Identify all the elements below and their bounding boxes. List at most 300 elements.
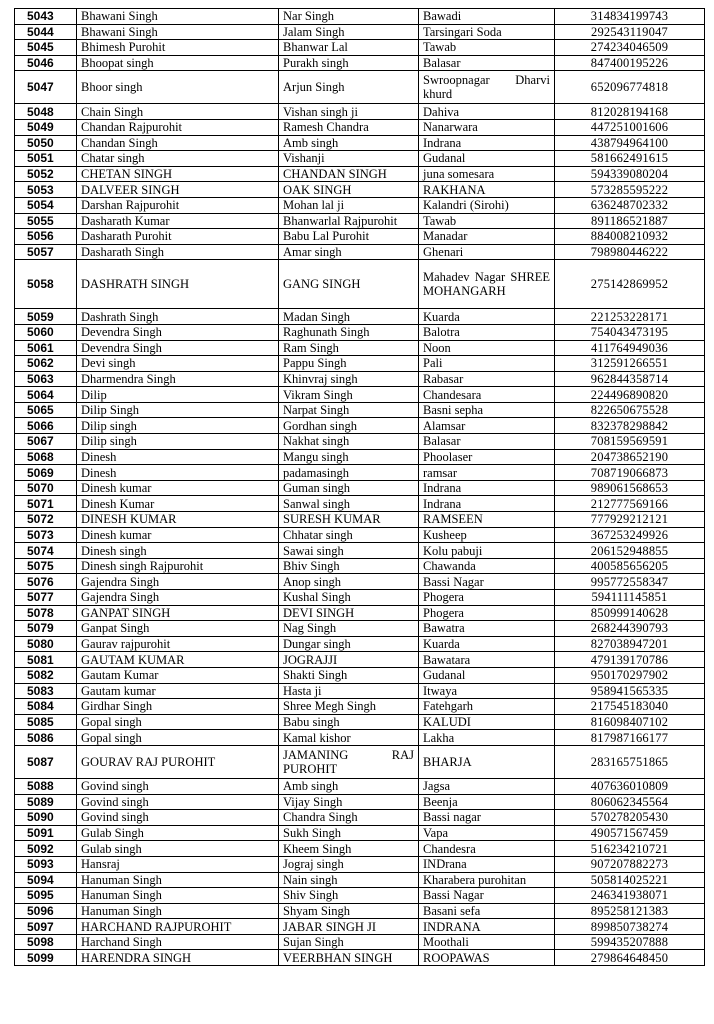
table-row xyxy=(15,402,705,418)
id-number-cell: 708159569591 xyxy=(555,434,705,450)
row-number-cell: 5052 xyxy=(15,166,77,182)
father-name-cell: Vijay Singh xyxy=(279,794,419,810)
id-number-cell: 989061568653 xyxy=(555,480,705,496)
id-number-cell: 516234210721 xyxy=(555,841,705,857)
father-name-cell: Dungar singh xyxy=(279,636,419,652)
father-name-cell: CHANDAN SINGH xyxy=(279,166,419,182)
village-name-cell: Phoolaser xyxy=(419,449,555,465)
person-name-cell: Dasharath Purohit xyxy=(77,229,279,245)
person-name-cell: Gulab singh xyxy=(77,841,279,857)
id-number-cell: 283165751865 xyxy=(555,745,705,778)
row-number-cell: 5065 xyxy=(15,402,77,418)
id-number-cell: 895258121383 xyxy=(555,903,705,919)
village-name-cell: Bassi Nagar xyxy=(419,888,555,904)
row-number-cell: 5056 xyxy=(15,229,77,245)
person-name-cell: Devendra Singh xyxy=(77,340,279,356)
row-number-cell: 5049 xyxy=(15,119,77,135)
person-name-cell: Hansraj xyxy=(77,856,279,872)
id-number-cell: 581662491615 xyxy=(555,151,705,167)
father-name-cell: Mohan lal ji xyxy=(279,197,419,213)
village-name-cell: Bassi nagar xyxy=(419,810,555,826)
father-name-cell: Vishanji xyxy=(279,151,419,167)
person-name-cell: Bhawani Singh xyxy=(77,24,279,40)
father-name-cell: Narpat Singh xyxy=(279,402,419,418)
village-name-cell: Chandesra xyxy=(419,841,555,857)
father-name-cell: Vishan singh ji xyxy=(279,104,419,120)
village-name-cell: Indrana xyxy=(419,480,555,496)
father-name-cell: Ramesh Chandra xyxy=(279,119,419,135)
person-name-cell: Gopal singh xyxy=(77,730,279,746)
person-name-cell: Girdhar Singh xyxy=(77,699,279,715)
row-number-cell: 5064 xyxy=(15,387,77,403)
village-name-cell: Fatehgarh xyxy=(419,699,555,715)
row-number-cell: 5092 xyxy=(15,841,77,857)
id-number-cell: 479139170786 xyxy=(555,652,705,668)
person-name-cell: Gulab Singh xyxy=(77,825,279,841)
table-row xyxy=(15,496,705,512)
table-row xyxy=(15,903,705,919)
id-number-cell: 221253228171 xyxy=(555,309,705,325)
row-number-cell: 5094 xyxy=(15,872,77,888)
village-name-cell: Gudanal xyxy=(419,151,555,167)
id-number-cell: 798980446222 xyxy=(555,244,705,260)
village-name-cell: Beenja xyxy=(419,794,555,810)
person-name-cell: Hanuman Singh xyxy=(77,872,279,888)
table-row xyxy=(15,667,705,683)
village-name-cell: Vapa xyxy=(419,825,555,841)
father-name-cell: Gordhan singh xyxy=(279,418,419,434)
person-name-cell: Gajendra Singh xyxy=(77,590,279,606)
table-row xyxy=(15,449,705,465)
father-name-cell: Nar Singh xyxy=(279,9,419,25)
village-name-cell: KALUDI xyxy=(419,714,555,730)
father-name-cell: DEVI SINGH xyxy=(279,605,419,621)
row-number-cell: 5082 xyxy=(15,667,77,683)
village-name-cell: Ghenari xyxy=(419,244,555,260)
person-name-cell: Dinesh kumar xyxy=(77,527,279,543)
row-number-cell: 5084 xyxy=(15,699,77,715)
person-name-cell: Dharmendra Singh xyxy=(77,371,279,387)
row-number-cell: 5087 xyxy=(15,745,77,778)
id-number-cell: 850999140628 xyxy=(555,605,705,621)
table-row xyxy=(15,872,705,888)
person-name-cell: DASHRATH SINGH xyxy=(77,260,279,309)
village-name-cell: juna somesara xyxy=(419,166,555,182)
village-name-cell: Bassi Nagar xyxy=(419,574,555,590)
row-number-cell: 5089 xyxy=(15,794,77,810)
row-number-cell: 5078 xyxy=(15,605,77,621)
id-number-cell: 777929212121 xyxy=(555,512,705,528)
village-name-cell: Kuarda xyxy=(419,636,555,652)
table-row xyxy=(15,543,705,559)
village-name-cell: Bawatara xyxy=(419,652,555,668)
father-name-cell: OAK SINGH xyxy=(279,182,419,198)
table-row xyxy=(15,590,705,606)
person-name-cell: Dashrath Singh xyxy=(77,309,279,325)
id-number-cell: 570278205430 xyxy=(555,810,705,826)
id-number-cell: 594111145851 xyxy=(555,590,705,606)
table-row xyxy=(15,434,705,450)
village-name-cell: Kolu pabuji xyxy=(419,543,555,559)
row-number-cell: 5074 xyxy=(15,543,77,559)
table-row xyxy=(15,55,705,71)
id-number-cell: 884008210932 xyxy=(555,229,705,245)
village-name-cell: Balotra xyxy=(419,324,555,340)
village-name-cell: Chandesara xyxy=(419,387,555,403)
id-number-cell: 407636010809 xyxy=(555,778,705,794)
person-name-cell: Harchand Singh xyxy=(77,934,279,950)
row-number-cell: 5073 xyxy=(15,527,77,543)
table-row xyxy=(15,166,705,182)
person-name-cell: Govind singh xyxy=(77,810,279,826)
person-name-cell: GANPAT SINGH xyxy=(77,605,279,621)
table-row xyxy=(15,356,705,372)
id-number-cell: 411764949036 xyxy=(555,340,705,356)
row-number-cell: 5055 xyxy=(15,213,77,229)
table-row xyxy=(15,652,705,668)
table-row xyxy=(15,324,705,340)
father-name-cell: Anop singh xyxy=(279,574,419,590)
father-name-cell: Shree Megh Singh xyxy=(279,699,419,715)
id-number-cell: 812028194168 xyxy=(555,104,705,120)
row-number-cell: 5059 xyxy=(15,309,77,325)
father-name-cell: Shiv Singh xyxy=(279,888,419,904)
id-number-cell: 636248702332 xyxy=(555,197,705,213)
table-row xyxy=(15,527,705,543)
village-name-cell: ROOPAWAS xyxy=(419,950,555,966)
person-name-cell: Hanuman Singh xyxy=(77,903,279,919)
id-number-cell: 274234046509 xyxy=(555,40,705,56)
person-name-cell: Gaurav rajpurohit xyxy=(77,636,279,652)
records-table-body xyxy=(15,9,705,966)
row-number-cell: 5047 xyxy=(15,71,77,104)
village-name-cell: Kusheep xyxy=(419,527,555,543)
row-number-cell: 5086 xyxy=(15,730,77,746)
father-name-cell: Babu singh xyxy=(279,714,419,730)
person-name-cell: Govind singh xyxy=(77,778,279,794)
village-name-cell: Balasar xyxy=(419,434,555,450)
father-name-cell: VEERBHAN SINGH xyxy=(279,950,419,966)
id-number-cell: 206152948855 xyxy=(555,543,705,559)
table-row xyxy=(15,9,705,25)
father-name-cell: SURESH KUMAR xyxy=(279,512,419,528)
row-number-cell: 5046 xyxy=(15,55,77,71)
table-row xyxy=(15,888,705,904)
id-number-cell: 438794964100 xyxy=(555,135,705,151)
id-number-cell: 204738652190 xyxy=(555,449,705,465)
village-name-cell: Swroopnagar Dharvi khurd xyxy=(419,71,555,104)
person-name-cell: Dasharath Singh xyxy=(77,244,279,260)
father-name-cell: JAMANING RAJ PUROHIT xyxy=(279,745,419,778)
father-name-cell: Bhanwarlal Rajpurohit xyxy=(279,213,419,229)
person-name-cell: Dinesh singh Rajpurohit xyxy=(77,558,279,574)
person-name-cell: Govind singh xyxy=(77,794,279,810)
table-row xyxy=(15,934,705,950)
village-name-cell: Gudanal xyxy=(419,667,555,683)
village-name-cell: Kharabera purohitan xyxy=(419,872,555,888)
row-number-cell: 5075 xyxy=(15,558,77,574)
id-number-cell: 708719066873 xyxy=(555,465,705,481)
row-number-cell: 5066 xyxy=(15,418,77,434)
id-number-cell: 275142869952 xyxy=(555,260,705,309)
father-name-cell: Sukh Singh xyxy=(279,825,419,841)
id-number-cell: 268244390793 xyxy=(555,621,705,637)
father-name-cell: Hasta ji xyxy=(279,683,419,699)
village-name-cell: Pali xyxy=(419,356,555,372)
id-number-cell: 822650675528 xyxy=(555,402,705,418)
id-number-cell: 891186521887 xyxy=(555,213,705,229)
person-name-cell: Chandan Rajpurohit xyxy=(77,119,279,135)
father-name-cell: Kamal kishor xyxy=(279,730,419,746)
village-name-cell: RAMSEEN xyxy=(419,512,555,528)
row-number-cell: 5063 xyxy=(15,371,77,387)
table-row xyxy=(15,371,705,387)
row-number-cell: 5060 xyxy=(15,324,77,340)
person-name-cell: Bhawani Singh xyxy=(77,9,279,25)
id-number-cell: 217545183040 xyxy=(555,699,705,715)
father-name-cell: Madan Singh xyxy=(279,309,419,325)
father-name-cell: JABAR SINGH JI xyxy=(279,919,419,935)
father-name-cell: Ram Singh xyxy=(279,340,419,356)
id-number-cell: 827038947201 xyxy=(555,636,705,652)
row-number-cell: 5076 xyxy=(15,574,77,590)
row-number-cell: 5051 xyxy=(15,151,77,167)
village-name-cell: Tarsingari Soda xyxy=(419,24,555,40)
person-name-cell: DINESH KUMAR xyxy=(77,512,279,528)
records-table xyxy=(14,8,705,966)
row-number-cell: 5077 xyxy=(15,590,77,606)
father-name-cell: Kheem Singh xyxy=(279,841,419,857)
father-name-cell: Purakh singh xyxy=(279,55,419,71)
table-row xyxy=(15,24,705,40)
village-name-cell: Moothali xyxy=(419,934,555,950)
father-name-cell: Amar singh xyxy=(279,244,419,260)
village-name-cell: Chawanda xyxy=(419,558,555,574)
row-number-cell: 5061 xyxy=(15,340,77,356)
id-number-cell: 292543119047 xyxy=(555,24,705,40)
table-row xyxy=(15,387,705,403)
row-number-cell: 5079 xyxy=(15,621,77,637)
village-name-cell: Kalandri (Sirohi) xyxy=(419,197,555,213)
village-name-cell: Lakha xyxy=(419,730,555,746)
table-row xyxy=(15,197,705,213)
person-name-cell: Dinesh kumar xyxy=(77,480,279,496)
id-number-cell: 816098407102 xyxy=(555,714,705,730)
village-name-cell: Bawadi xyxy=(419,9,555,25)
row-number-cell: 5070 xyxy=(15,480,77,496)
village-name-cell: Manadar xyxy=(419,229,555,245)
id-number-cell: 958941565335 xyxy=(555,683,705,699)
person-name-cell: Ganpat Singh xyxy=(77,621,279,637)
father-name-cell: Sanwal singh xyxy=(279,496,419,512)
table-row xyxy=(15,636,705,652)
table-row xyxy=(15,950,705,966)
id-number-cell: 599435207888 xyxy=(555,934,705,950)
row-number-cell: 5083 xyxy=(15,683,77,699)
row-number-cell: 5062 xyxy=(15,356,77,372)
father-name-cell: Jalam Singh xyxy=(279,24,419,40)
row-number-cell: 5068 xyxy=(15,449,77,465)
person-name-cell: Bhoor singh xyxy=(77,71,279,104)
table-row xyxy=(15,699,705,715)
person-name-cell: Dilip xyxy=(77,387,279,403)
id-number-cell: 899850738274 xyxy=(555,919,705,935)
id-number-cell: 962844358714 xyxy=(555,371,705,387)
row-number-cell: 5044 xyxy=(15,24,77,40)
person-name-cell: Dilip singh xyxy=(77,434,279,450)
row-number-cell: 5096 xyxy=(15,903,77,919)
id-number-cell: 400585656205 xyxy=(555,558,705,574)
id-number-cell: 490571567459 xyxy=(555,825,705,841)
father-name-cell: Chandra Singh xyxy=(279,810,419,826)
person-name-cell: Gautam Kumar xyxy=(77,667,279,683)
village-name-cell: BHARJA xyxy=(419,745,555,778)
table-row xyxy=(15,605,705,621)
id-number-cell: 995772558347 xyxy=(555,574,705,590)
table-row xyxy=(15,213,705,229)
father-name-cell: Guman singh xyxy=(279,480,419,496)
village-name-cell: Tawab xyxy=(419,213,555,229)
person-name-cell: HARENDRA SINGH xyxy=(77,950,279,966)
row-number-cell: 5090 xyxy=(15,810,77,826)
table-row xyxy=(15,512,705,528)
father-name-cell: Nakhat singh xyxy=(279,434,419,450)
row-number-cell: 5095 xyxy=(15,888,77,904)
table-row xyxy=(15,480,705,496)
father-name-cell: Jograj singh xyxy=(279,856,419,872)
table-row xyxy=(15,825,705,841)
village-name-cell: Bawatra xyxy=(419,621,555,637)
village-name-cell: Mahadev Nagar SHREE MOHANGARH xyxy=(419,260,555,309)
row-number-cell: 5072 xyxy=(15,512,77,528)
id-number-cell: 505814025221 xyxy=(555,872,705,888)
table-row xyxy=(15,71,705,104)
person-name-cell: Devendra Singh xyxy=(77,324,279,340)
father-name-cell: Shakti Singh xyxy=(279,667,419,683)
person-name-cell: CHETAN SINGH xyxy=(77,166,279,182)
person-name-cell: GAUTAM KUMAR xyxy=(77,652,279,668)
person-name-cell: HARCHAND RAJPUROHIT xyxy=(77,919,279,935)
row-number-cell: 5057 xyxy=(15,244,77,260)
row-number-cell: 5048 xyxy=(15,104,77,120)
row-number-cell: 5080 xyxy=(15,636,77,652)
table-row xyxy=(15,40,705,56)
row-number-cell: 5098 xyxy=(15,934,77,950)
table-row xyxy=(15,558,705,574)
father-name-cell: Nag Singh xyxy=(279,621,419,637)
id-number-cell: 279864648450 xyxy=(555,950,705,966)
row-number-cell: 5093 xyxy=(15,856,77,872)
table-row xyxy=(15,104,705,120)
id-number-cell: 847400195226 xyxy=(555,55,705,71)
person-name-cell: Bhimesh Purohit xyxy=(77,40,279,56)
row-number-cell: 5099 xyxy=(15,950,77,966)
table-row xyxy=(15,182,705,198)
person-name-cell: Gopal singh xyxy=(77,714,279,730)
person-name-cell: GOURAV RAJ PUROHIT xyxy=(77,745,279,778)
father-name-cell: Chhatar singh xyxy=(279,527,419,543)
father-name-cell: Shyam Singh xyxy=(279,903,419,919)
father-name-cell: Raghunath Singh xyxy=(279,324,419,340)
table-row xyxy=(15,309,705,325)
person-name-cell: Dinesh singh xyxy=(77,543,279,559)
table-row xyxy=(15,794,705,810)
person-name-cell: Darshan Rajpurohit xyxy=(77,197,279,213)
person-name-cell: DALVEER SINGH xyxy=(77,182,279,198)
row-number-cell: 5045 xyxy=(15,40,77,56)
id-number-cell: 224496890820 xyxy=(555,387,705,403)
father-name-cell: GANG SINGH xyxy=(279,260,419,309)
village-name-cell: Dahiva xyxy=(419,104,555,120)
village-name-cell: Tawab xyxy=(419,40,555,56)
row-number-cell: 5097 xyxy=(15,919,77,935)
village-name-cell: Noon xyxy=(419,340,555,356)
row-number-cell: 5053 xyxy=(15,182,77,198)
table-row xyxy=(15,135,705,151)
person-name-cell: Gajendra Singh xyxy=(77,574,279,590)
father-name-cell: Bhiv Singh xyxy=(279,558,419,574)
father-name-cell: Amb singh xyxy=(279,135,419,151)
id-number-cell: 246341938071 xyxy=(555,888,705,904)
father-name-cell: Nain singh xyxy=(279,872,419,888)
table-row xyxy=(15,714,705,730)
village-name-cell: Nanarwara xyxy=(419,119,555,135)
father-name-cell: Amb singh xyxy=(279,778,419,794)
village-name-cell: Kuarda xyxy=(419,309,555,325)
row-number-cell: 5069 xyxy=(15,465,77,481)
father-name-cell: Pappu Singh xyxy=(279,356,419,372)
id-number-cell: 817987166177 xyxy=(555,730,705,746)
father-name-cell: Vikram Singh xyxy=(279,387,419,403)
table-row xyxy=(15,418,705,434)
father-name-cell: Sujan Singh xyxy=(279,934,419,950)
village-name-cell: ramsar xyxy=(419,465,555,481)
table-row xyxy=(15,119,705,135)
id-number-cell: 907207882273 xyxy=(555,856,705,872)
id-number-cell: 594339080204 xyxy=(555,166,705,182)
village-name-cell: INDRANA xyxy=(419,919,555,935)
table-row xyxy=(15,244,705,260)
village-name-cell: RAKHANA xyxy=(419,182,555,198)
person-name-cell: Chandan Singh xyxy=(77,135,279,151)
table-row xyxy=(15,260,705,309)
id-number-cell: 652096774818 xyxy=(555,71,705,104)
village-name-cell: Rabasar xyxy=(419,371,555,387)
village-name-cell: Indrana xyxy=(419,496,555,512)
village-name-cell: Indrana xyxy=(419,135,555,151)
village-name-cell: Basani sefa xyxy=(419,903,555,919)
person-name-cell: Devi singh xyxy=(77,356,279,372)
table-row xyxy=(15,919,705,935)
id-number-cell: 832378298842 xyxy=(555,418,705,434)
father-name-cell: Bhanwar Lal xyxy=(279,40,419,56)
father-name-cell: Arjun Singh xyxy=(279,71,419,104)
id-number-cell: 312591266551 xyxy=(555,356,705,372)
table-row xyxy=(15,841,705,857)
row-number-cell: 5043 xyxy=(15,9,77,25)
id-number-cell: 950170297902 xyxy=(555,667,705,683)
table-row xyxy=(15,229,705,245)
table-row xyxy=(15,745,705,778)
person-name-cell: Dilip singh xyxy=(77,418,279,434)
village-name-cell: Itwaya xyxy=(419,683,555,699)
table-row xyxy=(15,856,705,872)
row-number-cell: 5088 xyxy=(15,778,77,794)
person-name-cell: Chain Singh xyxy=(77,104,279,120)
person-name-cell: Dinesh xyxy=(77,449,279,465)
person-name-cell: Bhoopat singh xyxy=(77,55,279,71)
village-name-cell: INDrana xyxy=(419,856,555,872)
